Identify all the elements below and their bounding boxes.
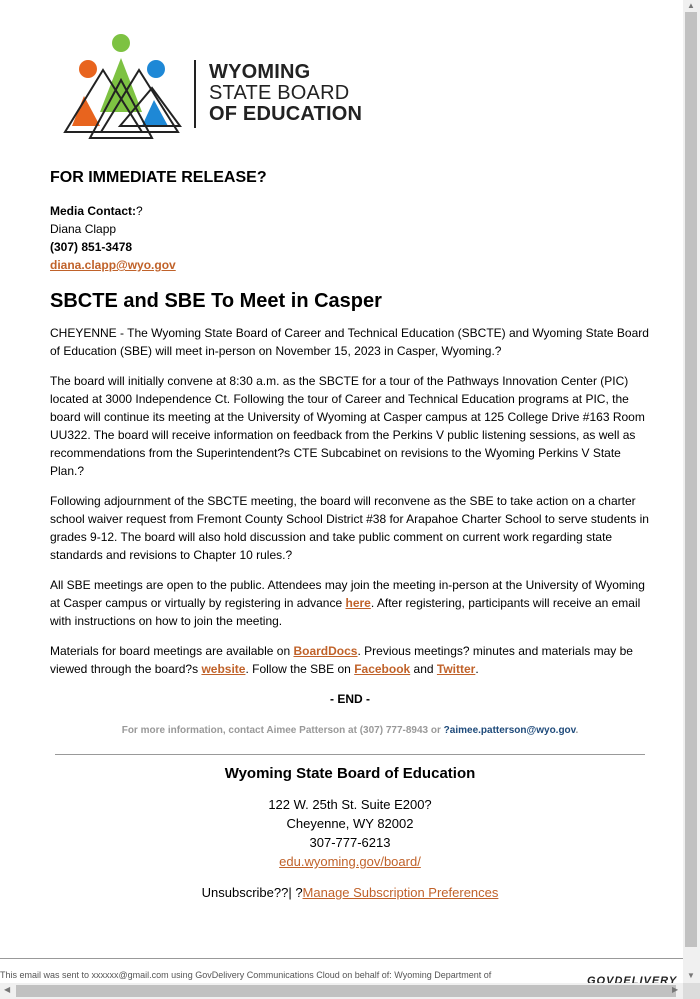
paragraph-5-text-b: . Previous meetings? minutes and materials may be viewed through the board?s <box>50 644 633 676</box>
footer-divider <box>55 754 645 755</box>
end-mark: - END - <box>330 692 370 706</box>
logo-blue-circle <box>147 60 165 78</box>
footer-address-1: 122 W. 25th St. Suite E200? <box>268 797 432 812</box>
media-contact-label-row <box>50 202 650 220</box>
scrollbar-corner <box>683 983 700 999</box>
media-contact-suffix: ? <box>136 204 143 218</box>
more-info-tail: . <box>575 725 579 736</box>
boarddocs-link[interactable]: BoardDocs <box>293 644 358 658</box>
logo-green-circle <box>112 34 130 52</box>
logo-line-1: WYOMING <box>209 61 311 83</box>
bottom-divider <box>0 958 683 959</box>
paragraph-4-text-b: . After registering, participants will receive an email with instructions on how to join the meeting. <box>50 596 641 628</box>
media-contact-name: Diana Clapp <box>50 222 117 236</box>
scroll-down-arrow-icon[interactable]: ▼ <box>687 971 695 980</box>
vertical-scrollbar[interactable] <box>683 0 700 983</box>
paragraph-3: Following adjournment of the SBCTE meeting, the board will reconvene as the SBE to take action on a charter school waiver request from Fremont County School District #38 for Arapahoe Charter School to serve students in grades 9-12. The board will also hold discussion and take public comment on current work regarding state standards and revisions to Chapter 10 rules.? <box>50 494 649 562</box>
scroll-left-arrow-icon[interactable]: ◀ <box>4 985 11 994</box>
vertical-scroll-thumb[interactable] <box>685 12 697 947</box>
manage-subscription-link[interactable]: Manage Subscription Preferences <box>302 885 499 900</box>
unsubscribe-line <box>50 884 650 902</box>
footer-address-2: Cheyenne, WY 82002 <box>286 816 414 831</box>
release-heading: FOR IMMEDIATE RELEASE? <box>50 169 267 186</box>
more-info-text: For more information, contact Aimee Patterson at (307) 777-8943 or <box>121 725 441 736</box>
media-contact-block <box>50 202 650 274</box>
footer-address-block <box>50 795 650 871</box>
logo-orange-circle <box>79 60 97 78</box>
email-body <box>50 168 650 902</box>
paragraph-5-text-a: Materials for board meetings are available on <box>50 644 294 658</box>
media-contact-phone: (307) 851-3478 <box>50 240 133 254</box>
paragraph-5 <box>50 642 650 678</box>
paragraph-2: The board will initially convene at 8:30 a.m. as the SBCTE for a tour of the Pathways Innovation Center (PIC) located at 3000 Independence Ct. Following the tour of Career and Technical Education programs at PIC, the board will continue its meeting at the University of Wyoming at Casper campus at 125 College Drive #163 Room UU322. The board will receive information on feedback from the Perkins V public listening sessions, as well as recommendations from the Superintendent?s CTE Subcabinet on revisions to the Wyoming Perkins V State Plan.? <box>50 374 645 478</box>
media-contact-label: Media Contact: <box>50 204 137 218</box>
website-link[interactable]: website <box>201 662 246 676</box>
footer-site-link[interactable]: edu.wyoming.gov/board/ <box>279 854 421 869</box>
facebook-link[interactable]: Facebook <box>354 662 411 676</box>
more-info-email[interactable]: ?aimee.patterson@wyo.gov <box>443 725 576 736</box>
page-title: SBCTE and SBE To Meet in Casper <box>50 290 382 312</box>
paragraph-5-text-e: . <box>475 662 479 676</box>
footer-phone: 307-777-6213 <box>309 835 391 850</box>
delivery-note: This email was sent to xxxxxx@gmail.com using GovDelivery Communications Cloud on behalf of: Wyoming Department of <box>0 970 492 980</box>
logo-line-2: STATE BOARD <box>209 82 350 104</box>
more-info-line <box>50 722 650 740</box>
register-here-link[interactable]: here <box>345 596 371 610</box>
horizontal-scroll-thumb[interactable] <box>16 985 679 997</box>
unsubscribe-prefix: Unsubscribe??| ? <box>201 885 303 900</box>
paragraph-5-text-d: and <box>410 662 437 676</box>
paragraph-5-text-c: . Follow the SBE on <box>245 662 355 676</box>
paragraph-4 <box>50 576 650 630</box>
logo-divider <box>194 60 196 128</box>
media-contact-email-link[interactable]: diana.clapp@wyo.gov <box>50 258 176 272</box>
govdelivery-logo: GOVDELIVERY <box>587 975 678 983</box>
footer-org-name: Wyoming State Board of Education <box>224 765 476 782</box>
logo-line-3: OF EDUCATION <box>209 103 363 125</box>
scroll-right-arrow-icon[interactable]: ▶ <box>672 985 679 994</box>
twitter-link[interactable]: Twitter <box>436 662 476 676</box>
paragraph-1: CHEYENNE - The Wyoming State Board of Career and Technical Education (SBCTE) and Wyoming State Board of Education (SBE) will meet in-person on November 15, 2023 in Casper, Wyoming.? <box>50 326 649 358</box>
horizontal-scrollbar[interactable] <box>0 983 683 999</box>
scroll-up-arrow-icon[interactable]: ▲ <box>687 1 695 10</box>
paragraph-4-text-a: All SBE meetings are open to the public. Attendees may join the meeting in-person at the University of Wyoming at Casper campus or virtually by registering in advance <box>50 578 645 610</box>
logo-wordmark <box>209 62 362 125</box>
